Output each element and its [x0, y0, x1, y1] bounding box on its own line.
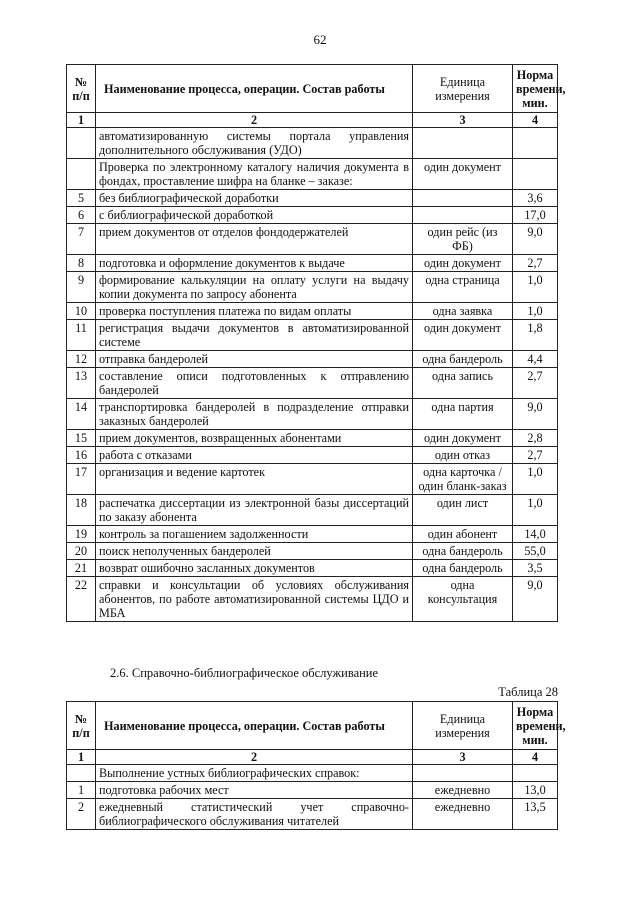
row-norm: [513, 765, 558, 782]
row-description: автоматизированную системы портала управления дополнительного обслуживания (УДО): [96, 128, 413, 159]
table-row: [67, 128, 558, 159]
row-unit: одна бандероль: [413, 543, 513, 560]
table-row: [67, 782, 558, 799]
row-norm: 13,5: [513, 799, 558, 830]
row-unit: один лист: [413, 495, 513, 526]
row-number: 17: [67, 464, 96, 495]
row-norm: 1,0: [513, 272, 558, 303]
row-unit: одна бандероль: [413, 351, 513, 368]
row-description: с библиографической доработкой: [96, 207, 413, 224]
table-body: [67, 128, 558, 622]
row-number: 14: [67, 399, 96, 430]
table-row: [67, 560, 558, 577]
row-norm: 9,0: [513, 224, 558, 255]
table-row: [67, 399, 558, 430]
row-unit: [413, 190, 513, 207]
row-norm: 9,0: [513, 577, 558, 622]
row-description: возврат ошибочно засланных документов: [96, 560, 413, 577]
row-norm: 1,8: [513, 320, 558, 351]
row-description: проверка поступления платежа по видам оплаты: [96, 303, 413, 320]
table-row: [67, 577, 558, 622]
row-description: без библиографической доработки: [96, 190, 413, 207]
table-row: [67, 351, 558, 368]
row-number: 1: [67, 782, 96, 799]
row-number: 15: [67, 430, 96, 447]
table-row: [67, 447, 558, 464]
row-number: 10: [67, 303, 96, 320]
row-norm: 55,0: [513, 543, 558, 560]
table-row: [67, 320, 558, 351]
table-row: [67, 303, 558, 320]
row-description: контроль за погашением задолженности: [96, 526, 413, 543]
header-num: № п/п: [67, 702, 96, 750]
row-description: работа с отказами: [96, 447, 413, 464]
table-row: [67, 272, 558, 303]
col-number: 4: [513, 750, 558, 765]
row-norm: 1,0: [513, 303, 558, 320]
row-unit: ежедневно: [413, 799, 513, 830]
row-unit: одна бандероль: [413, 560, 513, 577]
table-row: [67, 526, 558, 543]
row-unit: один отказ: [413, 447, 513, 464]
row-description: справки и консультации об условиях обслуживания абонентов, по работе автоматизированной системы ЦДО и МБА: [96, 577, 413, 622]
row-unit: одна консультация: [413, 577, 513, 622]
row-number: [67, 128, 96, 159]
header-name: Наименование процесса, операции. Состав работы: [96, 702, 413, 750]
row-unit: одна партия: [413, 399, 513, 430]
table-row: [67, 464, 558, 495]
col-number: 2: [96, 750, 413, 765]
row-norm: 2,7: [513, 447, 558, 464]
row-number: 18: [67, 495, 96, 526]
table-row: [67, 368, 558, 399]
table-row: [67, 799, 558, 830]
row-number: 9: [67, 272, 96, 303]
col-number: 1: [67, 750, 96, 765]
table-body: [67, 765, 558, 830]
table-caption: Таблица 28: [498, 685, 558, 699]
row-description: ежедневный статистический учет справочно-библиографического обслуживания читателей: [96, 799, 413, 830]
table-row: [67, 495, 558, 526]
row-norm: 3,6: [513, 190, 558, 207]
table-row: [67, 255, 558, 272]
row-description: организация и ведение картотек: [96, 464, 413, 495]
row-description: Выполнение устных библиографических справок:: [96, 765, 413, 782]
row-unit: одна заявка: [413, 303, 513, 320]
row-norm: 13,0: [513, 782, 558, 799]
row-number: 8: [67, 255, 96, 272]
header-unit: Единица измерения: [413, 65, 513, 113]
col-number: 3: [413, 113, 513, 128]
row-description: Проверка по электронному каталогу наличия документа в фондах, проставление шифра на бланке – заказе:: [96, 159, 413, 190]
row-unit: один рейс (из ФБ): [413, 224, 513, 255]
row-norm: 17,0: [513, 207, 558, 224]
table-row: [67, 207, 558, 224]
col-number: 4: [513, 113, 558, 128]
row-description: подготовка и оформление документов к выдаче: [96, 255, 413, 272]
table-row: [67, 543, 558, 560]
column-numbers-row: [67, 113, 558, 128]
row-unit: один документ: [413, 430, 513, 447]
table-row: [67, 224, 558, 255]
row-norm: 1,0: [513, 495, 558, 526]
row-norm: [513, 159, 558, 190]
row-number: 19: [67, 526, 96, 543]
row-description: составление описи подготовленных к отправлению бандеролей: [96, 368, 413, 399]
row-norm: 3,5: [513, 560, 558, 577]
row-unit: один документ: [413, 320, 513, 351]
row-number: 12: [67, 351, 96, 368]
row-norm: 2,7: [513, 255, 558, 272]
row-unit: одна карточка /один бланк-заказ: [413, 464, 513, 495]
row-description: транспортировка бандеролей в подразделение отправки заказных бандеролей: [96, 399, 413, 430]
header-num: № п/п: [67, 65, 96, 113]
row-number: [67, 765, 96, 782]
row-unit: [413, 128, 513, 159]
row-norm: [513, 128, 558, 159]
norms-table: [66, 64, 566, 622]
row-description: прием документов, возвращенных абонентами: [96, 430, 413, 447]
row-unit: один абонент: [413, 526, 513, 543]
header-name: Наименование процесса, операции. Состав работы: [96, 65, 413, 113]
row-norm: 2,8: [513, 430, 558, 447]
row-description: отправка бандеролей: [96, 351, 413, 368]
header-norm: Норма времени, мин.: [513, 702, 558, 750]
row-unit: один документ: [413, 255, 513, 272]
row-number: 6: [67, 207, 96, 224]
row-number: 7: [67, 224, 96, 255]
row-norm: 9,0: [513, 399, 558, 430]
row-number: [67, 159, 96, 190]
header-unit: Единица измерения: [413, 702, 513, 750]
row-norm: 1,0: [513, 464, 558, 495]
header-norm: Норма времени, мин.: [513, 65, 558, 113]
row-number: 21: [67, 560, 96, 577]
row-norm: 14,0: [513, 526, 558, 543]
col-number: 2: [96, 113, 413, 128]
table-row: [67, 159, 558, 190]
reference-service-table: [66, 701, 566, 830]
row-unit: одна страница: [413, 272, 513, 303]
table-row: [67, 430, 558, 447]
row-number: 16: [67, 447, 96, 464]
row-number: 5: [67, 190, 96, 207]
row-description: распечатка диссертации из электронной базы диссертаций по заказу абонента: [96, 495, 413, 526]
column-numbers-row: [67, 750, 558, 765]
row-unit: ежедневно: [413, 782, 513, 799]
row-unit: один документ: [413, 159, 513, 190]
row-unit: одна запись: [413, 368, 513, 399]
row-number: 22: [67, 577, 96, 622]
row-number: 2: [67, 799, 96, 830]
row-norm: 4,4: [513, 351, 558, 368]
row-unit: [413, 765, 513, 782]
row-description: формирование калькуляции на оплату услуги на выдачу копии документа по запросу абонента: [96, 272, 413, 303]
col-number: 1: [67, 113, 96, 128]
row-number: 20: [67, 543, 96, 560]
row-description: регистрация выдачи документов в автоматизированной системе: [96, 320, 413, 351]
row-norm: 2,7: [513, 368, 558, 399]
page-number: 62: [313, 32, 327, 47]
row-unit: [413, 207, 513, 224]
row-number: 11: [67, 320, 96, 351]
row-description: поиск неполученных бандеролей: [96, 543, 413, 560]
section-title: 2.6. Справочно-библиографическое обслуживание: [110, 666, 379, 680]
table-row: [67, 190, 558, 207]
row-number: 13: [67, 368, 96, 399]
row-description: подготовка рабочих мест: [96, 782, 413, 799]
table-row: [67, 765, 558, 782]
col-number: 3: [413, 750, 513, 765]
row-description: прием документов от отделов фондодержателей: [96, 224, 413, 255]
